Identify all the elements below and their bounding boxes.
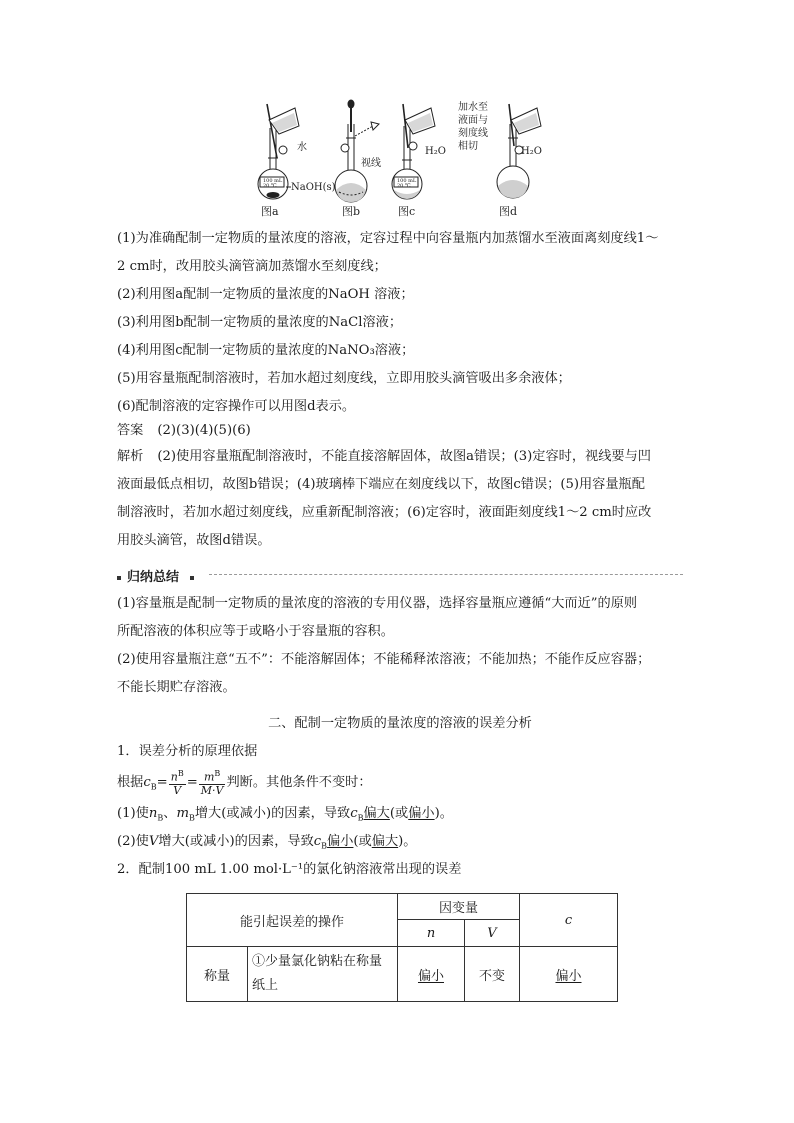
fraction-n-over-v: $\frac{n^B}{V}$ bbox=[170, 769, 184, 797]
label-flask-a-temp: 20 ℃ bbox=[263, 183, 277, 189]
answer-blank: 偏小 bbox=[327, 834, 354, 849]
apparatus-svg bbox=[255, 98, 555, 222]
question-line: (6)配制溶液的定容操作可以用图d表示。 bbox=[117, 399, 356, 414]
fraction-m-over-mv: $\frac{m^B}{M\cdot V}$ bbox=[200, 769, 224, 797]
apparatus-figure bbox=[255, 98, 555, 222]
label-sight-line: 视线 bbox=[361, 158, 381, 169]
summary-title: 归纳总结 bbox=[127, 570, 180, 585]
cell-category: 称量 bbox=[187, 947, 248, 1002]
label-flask-a-mark: 100 mL bbox=[263, 178, 283, 184]
question-line: (4)利用图c配制一定物质的量浓度的NaNO₃溶液； bbox=[117, 343, 415, 358]
label-d-note-4: 相切 bbox=[458, 141, 478, 152]
cell-n: 偏小 bbox=[398, 947, 465, 1002]
analysis-line: 用胶头滴管，故图d错误。 bbox=[117, 533, 271, 548]
header-operation: 能引起误差的操作 bbox=[187, 894, 398, 947]
question-line: (2)利用图a配制一定物质的量浓度的NaOH 溶液； bbox=[117, 287, 414, 302]
summary-line: (1)容量瓶是配制一定物质的量浓度的溶液的专用仪器，选择容量瓶应遵循“大而近”的原则 bbox=[117, 596, 638, 611]
answer-blank: 偏大 bbox=[371, 834, 399, 849]
label-naoh: NaOH(s) bbox=[291, 182, 336, 193]
question-line: (1)为准确配制一定物质的量浓度的溶液，定容过程中向容量瓶内加蒸馏水至液面离刻度线1～ bbox=[117, 231, 659, 246]
section-2 bbox=[117, 710, 683, 884]
label-flask-c-temp: 20 ℃ bbox=[397, 183, 411, 189]
bullet-square-icon bbox=[117, 576, 121, 580]
caption-a: 图a bbox=[261, 205, 279, 218]
section-title: 二、配制一定物质的量浓度的溶液的误差分析 bbox=[268, 716, 532, 731]
header-n: n bbox=[398, 920, 465, 947]
caption-c: 图c bbox=[398, 205, 416, 218]
summary-line: 所配溶液的体积应等于或略小于容量瓶的容积。 bbox=[117, 624, 394, 639]
question-list bbox=[117, 225, 683, 421]
summary-line: 不能长期贮存溶液。 bbox=[117, 680, 236, 695]
caption-d: 图d bbox=[499, 205, 518, 218]
answer-block bbox=[117, 417, 683, 445]
cell-c: 偏小 bbox=[520, 947, 618, 1002]
caption-b: 图b bbox=[342, 205, 361, 218]
subsection-2-title: 2．配制100 mL 1.00 mol·L⁻¹的氯化钠溶液常出现的误差 bbox=[117, 862, 462, 877]
figure-b-drawing bbox=[335, 100, 379, 202]
question-line: (3)利用图b配制一定物质的量浓度的NaCl溶液； bbox=[117, 315, 403, 330]
summary-block bbox=[117, 590, 683, 702]
cell-operation: ①少量氯化钠粘在称量纸上 bbox=[248, 947, 398, 1002]
header-c: c bbox=[520, 894, 618, 947]
analysis-line: 制溶液时，若加水超过刻度线，应重新配制溶液；(6)定容时，液面距刻度线1～2 cm时应改 bbox=[117, 505, 652, 520]
rule-1: (1)使$n_B$、$m_B$增大(或减小)的因素，导致$c_B$偏大(或偏小)。 bbox=[117, 806, 453, 823]
summary-line: (2)使用容量瓶注意“五不”：不能溶解固体；不能稀释浓溶液；不能加热；不能作反应容器； bbox=[117, 652, 651, 667]
formula-line: 根据$c_B=$ $\frac{n^B}{V}$ = $\frac{m^B}{M\cdot V}$ 判断。其他条件不变时： bbox=[117, 769, 372, 797]
label-h2o-d: H₂O bbox=[521, 146, 542, 157]
subsection-1-title: 1．误差分析的原理依据 bbox=[117, 744, 258, 759]
summary-divider bbox=[209, 574, 683, 575]
answer-label: 答案 bbox=[117, 423, 144, 438]
rule-2: (2)使V增大(或减小)的因素，导致$c_B$偏小(或偏大)。 bbox=[117, 834, 417, 851]
summary-heading bbox=[117, 566, 683, 585]
label-d-note-1: 加水至 bbox=[458, 102, 488, 113]
label-water: 水 bbox=[297, 142, 307, 153]
label-d-note-3: 刻度线 bbox=[458, 128, 488, 139]
table-row bbox=[187, 947, 618, 1002]
label-flask-c-mark: 100 mL bbox=[397, 178, 417, 184]
label-d-note-2: 液面与 bbox=[458, 115, 488, 126]
analysis-line: (2)使用容量瓶配制溶液时，不能直接溶解固体，故图a错误；(3)定容时，视线要与凹 bbox=[157, 449, 651, 464]
analysis-line: 液面最低点相切，故图b错误；(4)玻璃棒下端应在刻度线以下，故图c错误；(5)用容量瓶配 bbox=[117, 477, 645, 492]
label-h2o-c: H₂O bbox=[425, 146, 446, 157]
error-table bbox=[186, 893, 618, 1002]
answer-blank: 偏大 bbox=[363, 806, 390, 821]
header-variable: 因变量 bbox=[398, 894, 520, 920]
analysis-label: 解析 bbox=[117, 449, 144, 464]
question-line: 2 cm时，改用胶头滴管滴加蒸馏水至刻度线； bbox=[117, 259, 387, 274]
analysis-block bbox=[117, 443, 683, 555]
answer-blank: 偏小 bbox=[408, 806, 435, 821]
question-line: (5)用容量瓶配制溶液时，若加水超过刻度线，立即用胶头滴管吸出多余液体； bbox=[117, 371, 571, 386]
answer-value: (2)(3)(4)(5)(6) bbox=[157, 423, 251, 438]
header-v: V bbox=[465, 920, 520, 947]
bullet-square-icon bbox=[190, 576, 194, 580]
cell-v: 不变 bbox=[465, 947, 520, 1002]
